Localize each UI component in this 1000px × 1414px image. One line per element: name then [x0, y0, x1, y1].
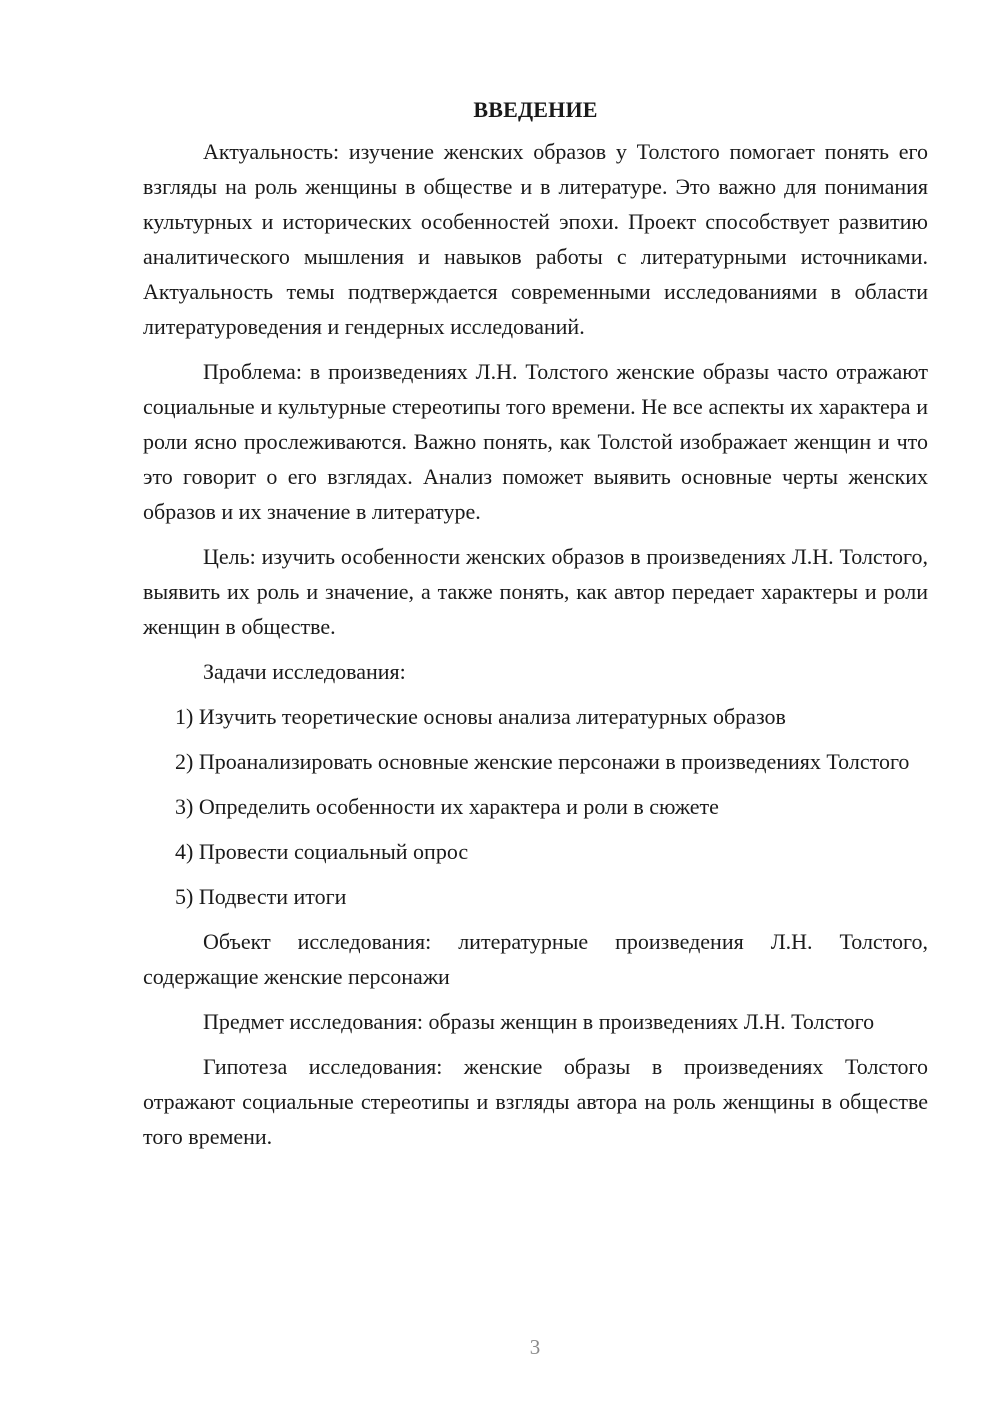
object-paragraph: Объект исследования: литературные произведения Л.Н. Толстого, содержащие женские персонажи: [143, 929, 928, 989]
subject-paragraph: Предмет исследования: образы женщин в произведениях Л.Н. Толстого: [203, 1009, 875, 1034]
goal-paragraph: Цель: изучить особенности женских образов в произведениях Л.Н. Толстого, выявить их роль и значение, а также понять, как автор передает характеры и роли женщин в обществе.: [143, 544, 928, 639]
relevance-paragraph: Актуальность: изучение женских образов у Толстого помогает понять его взгляды на роль женщины в обществе и в литературе. Это важно для понимания культурных и исторических особенностей эпохи. Проект способствует развитию аналитического мышления и навыков работы с литературными источниками. Актуальность темы подтверждается современными исследованиями в области литературоведения и гендерных исследований.: [143, 139, 928, 339]
task-item: 1) Изучить теоретические основы анализа литературных образов: [175, 704, 786, 729]
hypothesis-paragraph: Гипотеза исследования: женские образы в произведениях Толстого отражают социальные стереотипы и взгляды автора на роль женщины в обществе того времени.: [143, 1054, 928, 1149]
task-item: 3) Определить особенности их характера и роли в сюжете: [175, 794, 719, 819]
task-item: 4) Провести социальный опрос: [175, 839, 469, 864]
tasks-heading: Задачи исследования:: [203, 659, 406, 684]
page-content: [143, 92, 928, 1164]
section-heading: ВВЕДЕНИЕ: [473, 97, 598, 122]
problem-paragraph: Проблема: в произведениях Л.Н. Толстого женские образы часто отражают социальные и культурные стереотипы того времени. Не все аспекты их характера и роли ясно прослеживаются. Важно понять, как Толстой изображает женщин и что это говорит о его взглядах. Анализ поможет выявить основные черты женских образов и их значение в литературе.: [143, 359, 928, 524]
page-number: 3: [529, 1335, 541, 1359]
task-item: 5) Подвести итоги: [175, 884, 347, 909]
task-item: 2) Проанализировать основные женские персонажи в произведениях Толстого: [175, 749, 910, 774]
